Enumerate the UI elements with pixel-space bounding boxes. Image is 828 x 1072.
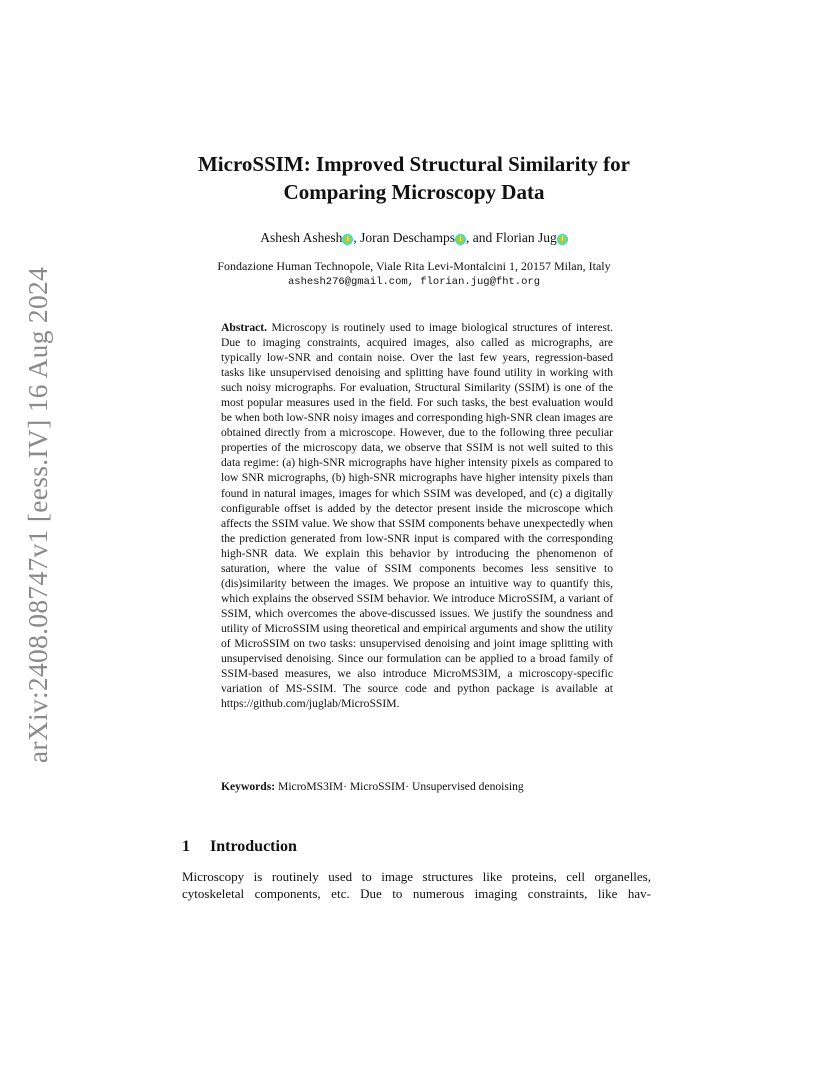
author-jug: , and Florian Jug xyxy=(466,230,557,245)
author-deschamps: , Joran Deschamps xyxy=(353,230,455,245)
paper-title xyxy=(0,150,828,206)
abstract-label: Abstract. xyxy=(221,321,268,334)
author-list xyxy=(0,229,828,246)
author-emails: ashesh276@gmail.com, florian.jug@fht.org xyxy=(287,276,541,288)
section-title: Introduction xyxy=(210,838,297,855)
paper-title-line-1: MicroSSIM: Improved Structural Similarity for xyxy=(197,152,630,176)
affiliation: Fondazione Human Technopole, Viale Rita Levi-Montalcini 1, 20157 Milan, Italy xyxy=(217,259,611,273)
section-number: 1 xyxy=(182,838,190,855)
abstract-text: Microscopy is routinely used to image biological structures of interest. Due to imaging constraints, acquired images, also called as micrographs, are typically low-SNR and contain noise. Over the last few years, regression-based tasks like unsupervised denoising and splitting have found utility in working with such noisy micrographs. For evaluation, Structural Similarity (SSIM) is one of the most popular measures used in the field. For such tasks, the best evaluation would be when both low-SNR noisy images and corresponding high-SNR clean images are obtained directly from a microscope. However, due to the following three peculiar properties of the microscopy data, we observe that SSIM is not well suited to this data regime: (a) high-SNR micrographs have higher intensity pixels as compared to low SNR micrographs, (b) high-SNR micrographs have higher intensity pixels than found in natural images, images for which SSIM was developed, and (c) a digitally configurable offset is added by the detector present inside the microscope which affects the SSIM value. We show that SSIM components behave unexpectedly when the prediction generated from low-SNR input is compared with the corresponding high-SNR data. We explain this behavior by introducing the phenomenon of saturation, where the value of SSIM components becomes less sensitive to (dis)similarity between the images. We propose an intuitive way to quantify this, which explains the observed SSIM behavior. We introduce MicroSSIM, a variant of SSIM, which overcomes the above-discussed issues. We justify the soundness and utility of MicroSSIM using theoretical and empirical arguments and show the utility of MicroSSIM on two tasks: unsupervised denoising and joint image splitting with unsupervised denoising. Since our formulation can be applied to a broad family of SSIM-based measures, we also introduce MicroMS3IM, a microscopy-specific variation of MS-SSIM. The source code and python package is available at https://github.com/juglab/MicroSSIM. xyxy=(221,321,613,711)
keywords-label: Keywords: xyxy=(221,780,276,793)
orcid-icon[interactable]: i xyxy=(558,235,567,244)
arxiv-identifier-text: arXiv:2408.08747v1 [eess.IV] 16 Aug 2024 xyxy=(22,266,53,764)
orcid-icon[interactable]: i xyxy=(343,235,352,244)
keywords-text: MicroMS3IM· MicroSSIM· Unsupervised denoising xyxy=(278,780,524,793)
section-heading-introduction xyxy=(182,837,297,857)
keywords xyxy=(221,779,613,794)
author-ashesh: Ashesh Ashesh xyxy=(260,230,343,245)
introduction-paragraph: Microscopy is routinely used to image structures like proteins, cell organelles, cytoskeletal components, etc. Due to numerous imaging constraints, like hav- xyxy=(182,869,651,901)
arxiv-identifier xyxy=(16,266,60,764)
orcid-icon[interactable]: i xyxy=(456,235,465,244)
abstract xyxy=(221,320,613,711)
paper-title-line-2: Comparing Microscopy Data xyxy=(283,180,545,204)
